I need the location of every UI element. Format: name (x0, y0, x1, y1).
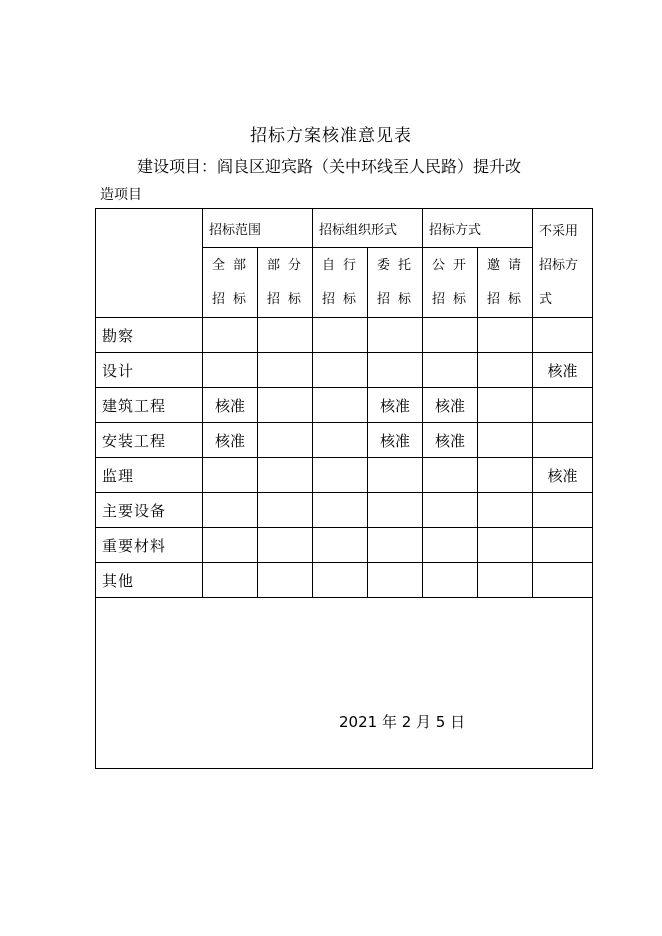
row-label: 勘察 (96, 318, 203, 353)
table-cell (533, 423, 593, 458)
table-row (96, 493, 593, 528)
header-no-bidding (533, 209, 593, 318)
table-cell (368, 458, 423, 493)
table-cell (368, 318, 423, 353)
row-label: 重要材料 (96, 528, 203, 563)
table-cell (478, 388, 533, 423)
table-cell (478, 353, 533, 388)
header-sub-line2: 招标 (211, 291, 254, 307)
table-cell (533, 388, 593, 423)
table-cell (313, 528, 368, 563)
table-cell (313, 493, 368, 528)
header-sub-line2: 招标 (487, 291, 530, 307)
table-row (96, 388, 593, 423)
table-cell (203, 353, 258, 388)
table-row (96, 458, 593, 493)
header-corner-cell (96, 209, 203, 318)
page-title: 招标方案核准意见表 (250, 126, 412, 146)
table-cell: 核准 (423, 388, 478, 423)
header-sub-cell (258, 248, 313, 318)
header-no-bidding-line3: 式 (539, 292, 553, 307)
table-cell (313, 423, 368, 458)
table-cell (478, 423, 533, 458)
table-cell (423, 563, 478, 598)
table-cell: 核准 (203, 388, 258, 423)
table-cell (478, 563, 533, 598)
header-sub-line1: 自行 (322, 257, 365, 273)
table-cell (258, 458, 313, 493)
header-row-groups (96, 209, 593, 248)
table-cell (533, 493, 593, 528)
header-sub-cell (313, 248, 368, 318)
header-no-bidding-line1: 不采用 (539, 224, 579, 239)
table-cell (478, 493, 533, 528)
header-sub-cell (203, 248, 258, 318)
table-row (96, 563, 593, 598)
header-sub-line2: 招标 (267, 291, 310, 307)
table-row (96, 353, 593, 388)
table-cell (203, 528, 258, 563)
table-cell (533, 528, 593, 563)
table-cell (258, 423, 313, 458)
project-name-line1: 建设项目：阎良区迎宾路（关中环线至人民路）提升改 (137, 157, 522, 176)
header-sub-line2: 招标 (432, 291, 475, 307)
table-cell (478, 528, 533, 563)
table-cell (533, 563, 593, 598)
row-label: 主要设备 (96, 493, 203, 528)
table-cell (368, 353, 423, 388)
table-cell: 核准 (368, 423, 423, 458)
table-cell (423, 318, 478, 353)
table-cell (258, 353, 313, 388)
table-cell (423, 353, 478, 388)
table-cell (368, 563, 423, 598)
row-label: 其他 (96, 563, 203, 598)
table-cell: 核准 (203, 423, 258, 458)
table-cell (313, 458, 368, 493)
table-cell (368, 528, 423, 563)
table-row (96, 318, 593, 353)
project-name-line2: 造项目 (100, 187, 142, 203)
table-cell (203, 458, 258, 493)
table-cell (423, 493, 478, 528)
table-cell (258, 318, 313, 353)
table-cell (258, 563, 313, 598)
table-cell: 核准 (533, 353, 593, 388)
table-cell (368, 493, 423, 528)
table-cell: 核准 (368, 388, 423, 423)
header-no-bidding-line2: 招标方 (539, 258, 579, 273)
opinion-area (96, 598, 593, 769)
table-cell (313, 563, 368, 598)
header-organization: 招标组织形式 (313, 209, 423, 248)
table-cell (313, 353, 368, 388)
table-cell (258, 388, 313, 423)
table-cell (313, 318, 368, 353)
table-cell (313, 388, 368, 423)
header-sub-line2: 招标 (377, 291, 420, 307)
header-sub-line1: 委托 (377, 257, 420, 273)
header-sub-cell (368, 248, 423, 318)
approval-table (95, 208, 593, 769)
header-sub-line1: 邀请 (487, 257, 530, 273)
table-cell (533, 318, 593, 353)
row-label: 设计 (96, 353, 203, 388)
table-cell: 核准 (533, 458, 593, 493)
header-sub-cell (423, 248, 478, 318)
header-sub-line1: 部分 (267, 257, 310, 273)
header-scope: 招标范围 (203, 209, 313, 248)
header-sub-cell (478, 248, 533, 318)
table-cell (478, 458, 533, 493)
header-sub-line1: 公开 (432, 257, 475, 273)
row-label: 监理 (96, 458, 203, 493)
header-method: 招标方式 (423, 209, 533, 248)
header-sub-line1: 全部 (211, 257, 254, 273)
table-cell (203, 318, 258, 353)
footer-row (96, 598, 593, 769)
table-cell (423, 528, 478, 563)
header-sub-line2: 招标 (322, 291, 365, 307)
row-label: 安装工程 (96, 423, 203, 458)
table-cell (423, 458, 478, 493)
table-cell (203, 493, 258, 528)
table-cell (258, 493, 313, 528)
table-cell (258, 528, 313, 563)
table-row (96, 423, 593, 458)
row-label: 建筑工程 (96, 388, 203, 423)
table-cell (203, 563, 258, 598)
table-row (96, 528, 593, 563)
table-cell (478, 318, 533, 353)
table-cell: 核准 (423, 423, 478, 458)
approval-date: 2021 年 2 月 5 日 (339, 713, 466, 731)
